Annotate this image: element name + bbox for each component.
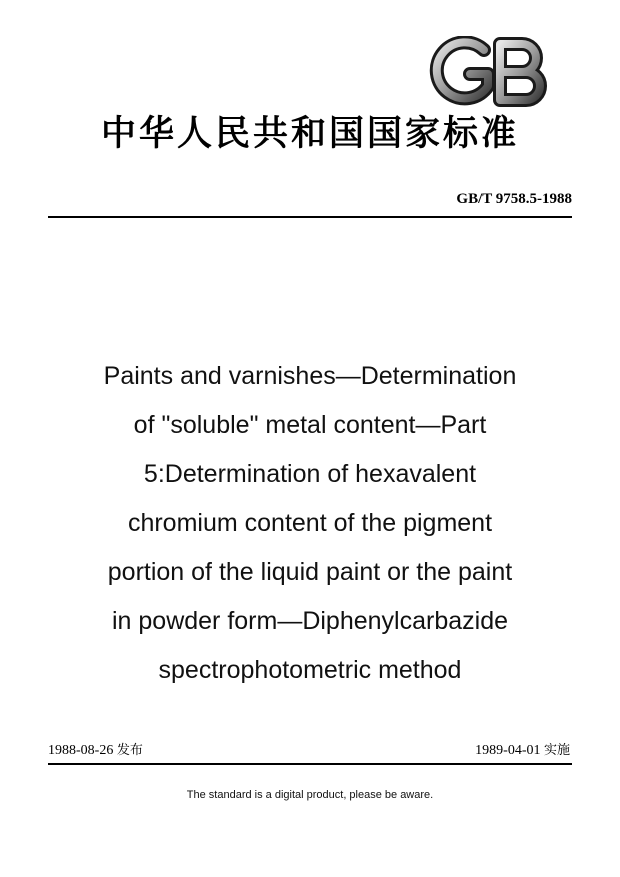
issue-date: 1988-08-26 <box>48 743 114 758</box>
gb-logo <box>426 36 558 108</box>
title-line: portion of the liquid paint or the paint <box>107 558 513 586</box>
title-line: chromium content of the pigment <box>127 509 493 537</box>
top-divider <box>48 216 572 218</box>
title-line: in powder form—Diphenylcarbazide <box>111 607 509 635</box>
implement-label: 实施 <box>543 743 570 758</box>
implement-date: 1989-04-01 <box>475 743 541 758</box>
title-line: of "soluble" metal content—Part <box>133 411 487 439</box>
issue-date-block <box>48 742 143 760</box>
document-title <box>50 352 570 695</box>
title-line: 5:Determination of hexavalent <box>143 460 477 488</box>
issue-label: 发布 <box>116 743 143 758</box>
standard-number: GB/T 9758.5-1988 <box>456 191 572 207</box>
digital-product-notice: The standard is a digital product, please be aware. <box>186 789 434 801</box>
organization-title: 中华人民共和国国家标准 <box>100 114 519 154</box>
bottom-divider <box>48 763 572 765</box>
title-line: Paints and varnishes—Determination <box>103 362 517 390</box>
implement-date-block <box>475 742 570 760</box>
title-line: spectrophotometric method <box>158 656 462 684</box>
